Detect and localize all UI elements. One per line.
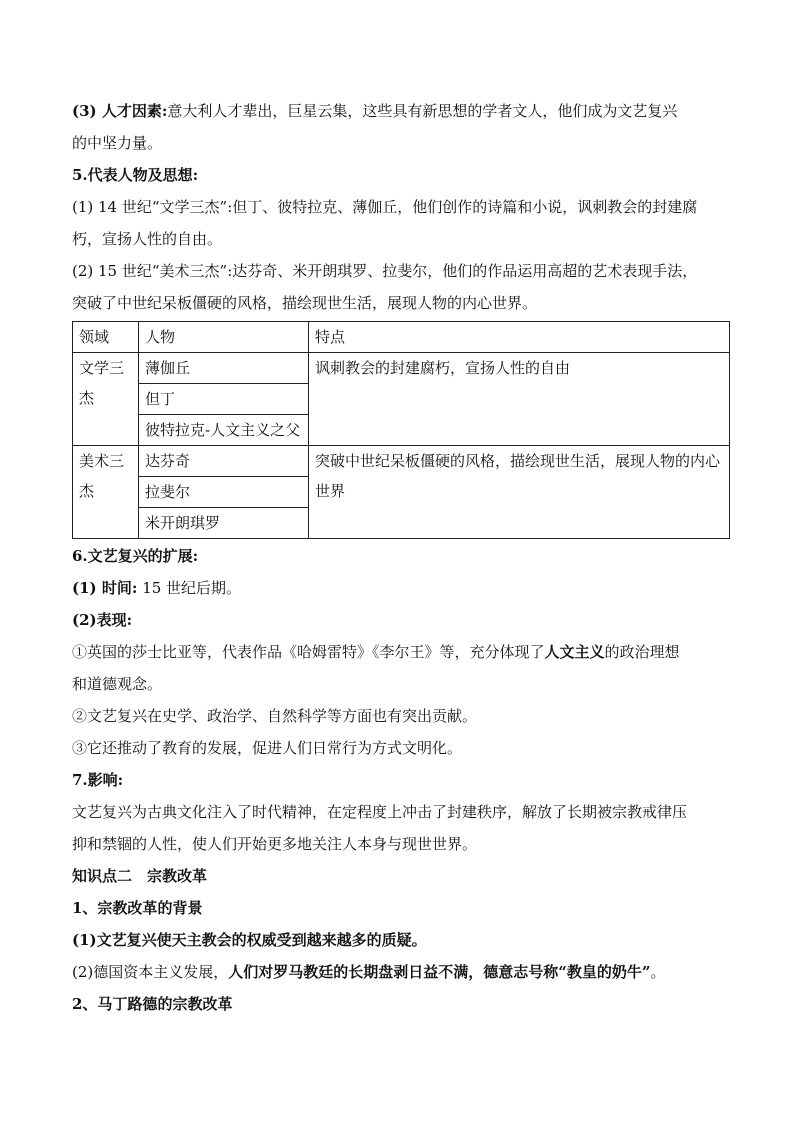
sec5-p2-line-2: 突破了中世纪呆板僵硬的风格，描绘现世生活，展现人物的内心世界。 xyxy=(72,294,538,312)
header-trait: 特点 xyxy=(309,322,730,353)
sec6-title: 6.文艺复兴的扩展: xyxy=(72,547,199,565)
sec3-line-1 xyxy=(72,95,730,127)
sec6-time-label: (1) 时间: xyxy=(72,579,138,597)
person-cell: 彼特拉克-人文主义之父 xyxy=(139,415,309,446)
sec3-label: (3) 人才因素: xyxy=(72,102,168,120)
sec5-p1-line-1: (1) 14 世纪“文学三杰”:但丁、彼特拉克、薄伽丘，他们创作的诗篇和小说，讽刺教会的封建腐 xyxy=(72,198,698,216)
table-row xyxy=(73,446,730,477)
person-cell: 拉斐尔 xyxy=(139,477,309,508)
k2-title: 知识点二 宗教改革 xyxy=(72,867,208,885)
k2-p2-end: 。 xyxy=(650,963,666,981)
sec6-item1-tail: 的政治理想 xyxy=(604,643,680,661)
sec6-item1-text: ①英国的莎士比亚等，代表作品《哈姆雷特》《李尔王》等，充分体现了 xyxy=(72,643,545,661)
sec6-item1-line-2: 和道德观念。 xyxy=(72,675,163,693)
sec5-p1-line-2: 朽，宣扬人性的自由。 xyxy=(72,230,223,248)
trait-cell: 突破中世纪呆板僵硬的风格，描绘现世生活，展现人物的内心世界 xyxy=(309,446,730,539)
k2-heading-2: 2、马丁路德的宗教改革 xyxy=(72,995,233,1013)
sec6-item3: ③它还推动了教育的发展，促进人们日常行为方式文明化。 xyxy=(72,739,463,757)
sec6-item1-bold: 人文主义 xyxy=(544,643,605,661)
sec6-time-value: 15 世纪后期。 xyxy=(142,579,242,597)
k2-p1: (1)文艺复兴使天主教会的权威受到越来越多的质疑。 xyxy=(72,931,427,949)
trait-cell: 讽刺教会的封建腐朽，宣扬人性的自由 xyxy=(309,353,730,446)
figures-table xyxy=(72,321,730,539)
person-cell: 达芬奇 xyxy=(139,446,309,477)
document-page xyxy=(72,95,730,1020)
k2-p2 xyxy=(72,956,730,988)
sec3-text: 意大利人才辈出，巨星云集，这些具有新思想的学者文人，他们成为文艺复兴 xyxy=(167,102,678,120)
field-cell: 文学三杰 xyxy=(73,353,139,446)
person-cell: 但丁 xyxy=(139,384,309,415)
sec6-item1-line-1 xyxy=(72,636,730,668)
sec6-time xyxy=(72,572,730,604)
sec6-perf-label: (2)表现: xyxy=(72,611,133,629)
k2-p2-text: (2)德国资本主义发展， xyxy=(72,963,229,981)
sec5-title: 5.代表人物及思想: xyxy=(72,166,199,184)
table-header-row xyxy=(73,322,730,353)
sec7-title: 7.影响: xyxy=(72,771,124,789)
field-cell: 美术三杰 xyxy=(73,446,139,539)
k2-p2-bold: 人们对罗马教廷的长期盘剥日益不满，德意志号称“教皇的奶牛” xyxy=(228,963,651,981)
person-cell: 米开朗琪罗 xyxy=(139,508,309,539)
sec6-item2: ②文艺复兴在史学、政治学、自然科学等方面也有突出贡献。 xyxy=(72,707,478,725)
sec3-line-2: 的中坚力量。 xyxy=(72,134,163,152)
table-row xyxy=(73,353,730,384)
k2-heading-1: 1、宗教改革的背景 xyxy=(72,899,203,917)
person-cell: 薄伽丘 xyxy=(139,353,309,384)
header-people: 人物 xyxy=(139,322,309,353)
header-field: 领域 xyxy=(73,322,139,353)
sec5-p2-line-1: (2) 15 世纪“美术三杰”:达芬奇、米开朗琪罗、拉斐尔，他们的作品运用高超的艺术表现手法， xyxy=(72,262,698,280)
sec7-line-1: 文艺复兴为古典文化注入了时代精神，在定程度上冲击了封建秩序，解放了长期被宗教戒律压 xyxy=(72,803,688,821)
sec7-line-2: 抑和禁锢的人性，使人们开始更多地关注人本身与现世世界。 xyxy=(72,835,478,853)
